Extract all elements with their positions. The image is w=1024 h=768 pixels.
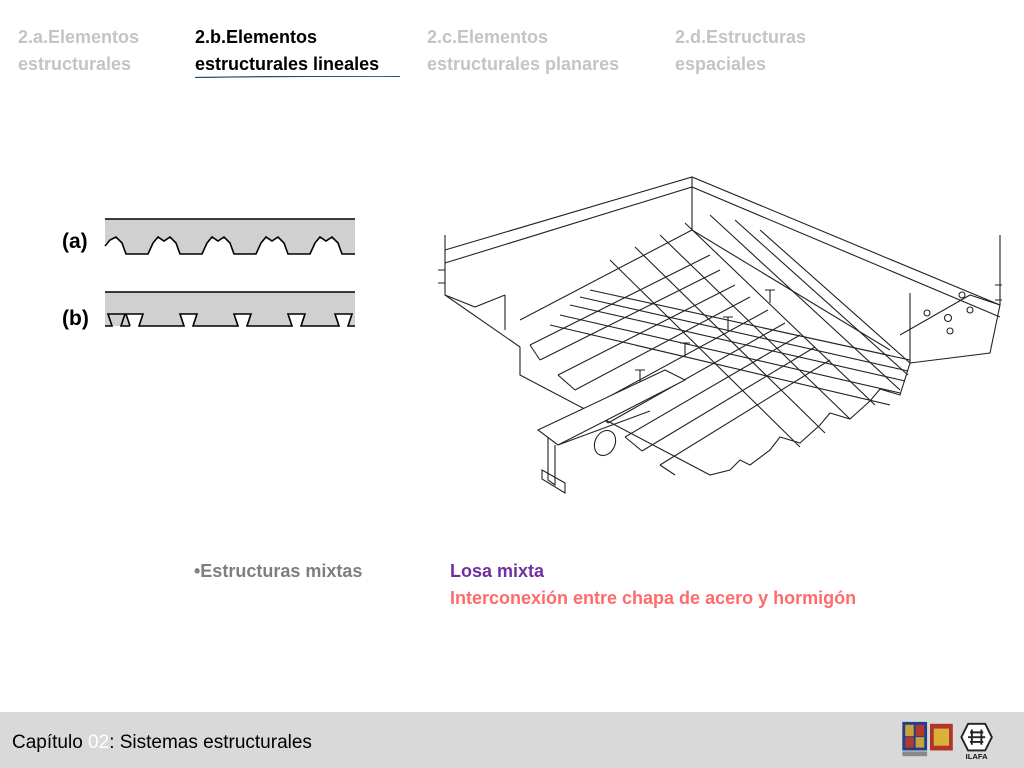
ilafa-logo-text: ILAFA [965, 752, 988, 760]
nav-tab-label-line1: 2.c.Elementos [427, 27, 549, 47]
slide-subtitle-interconexion: Interconexión entre chapa de acero y hormigón [450, 588, 857, 608]
ilafa-logo-icon [961, 724, 991, 760]
profile-b-label: (b) [62, 307, 89, 330]
nav-tab-label-line2: estructurales [18, 54, 132, 74]
nav-tab-label-line2: estructurales planares [427, 54, 620, 74]
nav-tab-elementos-estructurales[interactable] [18, 24, 139, 78]
institution-logos [900, 720, 998, 760]
footer-bar [0, 712, 1024, 768]
university-shield-icon [902, 722, 927, 756]
profile-a-label: (a) [62, 230, 88, 253]
active-tab-underline [195, 76, 400, 78]
nav-tab-elementos-planares[interactable] [427, 24, 619, 78]
crest-icon [930, 724, 953, 751]
nav-tab-label-line1: 2.d.Estructuras [675, 27, 807, 47]
nav-tab-elementos-lineales[interactable] [195, 24, 379, 78]
nav-tab-label-line2: estructurales lineales [195, 54, 380, 74]
footer-chapter-number: 02 [88, 732, 110, 753]
composite-slab-isometric-drawing [430, 175, 1010, 505]
nav-tab-estructuras-espaciales[interactable] [675, 24, 806, 78]
footer-suffix: : Sistemas estructurales [109, 732, 312, 753]
slide-title-losa-mixta: Losa mixta [450, 561, 545, 581]
footer-prefix: Capítulo [12, 732, 89, 753]
nav-tab-label-line1: 2.a.Elementos [18, 27, 140, 47]
bullet-estructuras-mixtas: •Estructuras mixtas [194, 561, 363, 581]
nav-tab-label-line1: 2.b.Elementos [195, 27, 318, 47]
footer-chapter-title [12, 732, 312, 754]
nav-tab-label-line2: espaciales [675, 54, 767, 74]
profile-b-section [105, 292, 355, 326]
deck-profiles-figure [50, 210, 370, 335]
profile-a-section [105, 219, 355, 254]
